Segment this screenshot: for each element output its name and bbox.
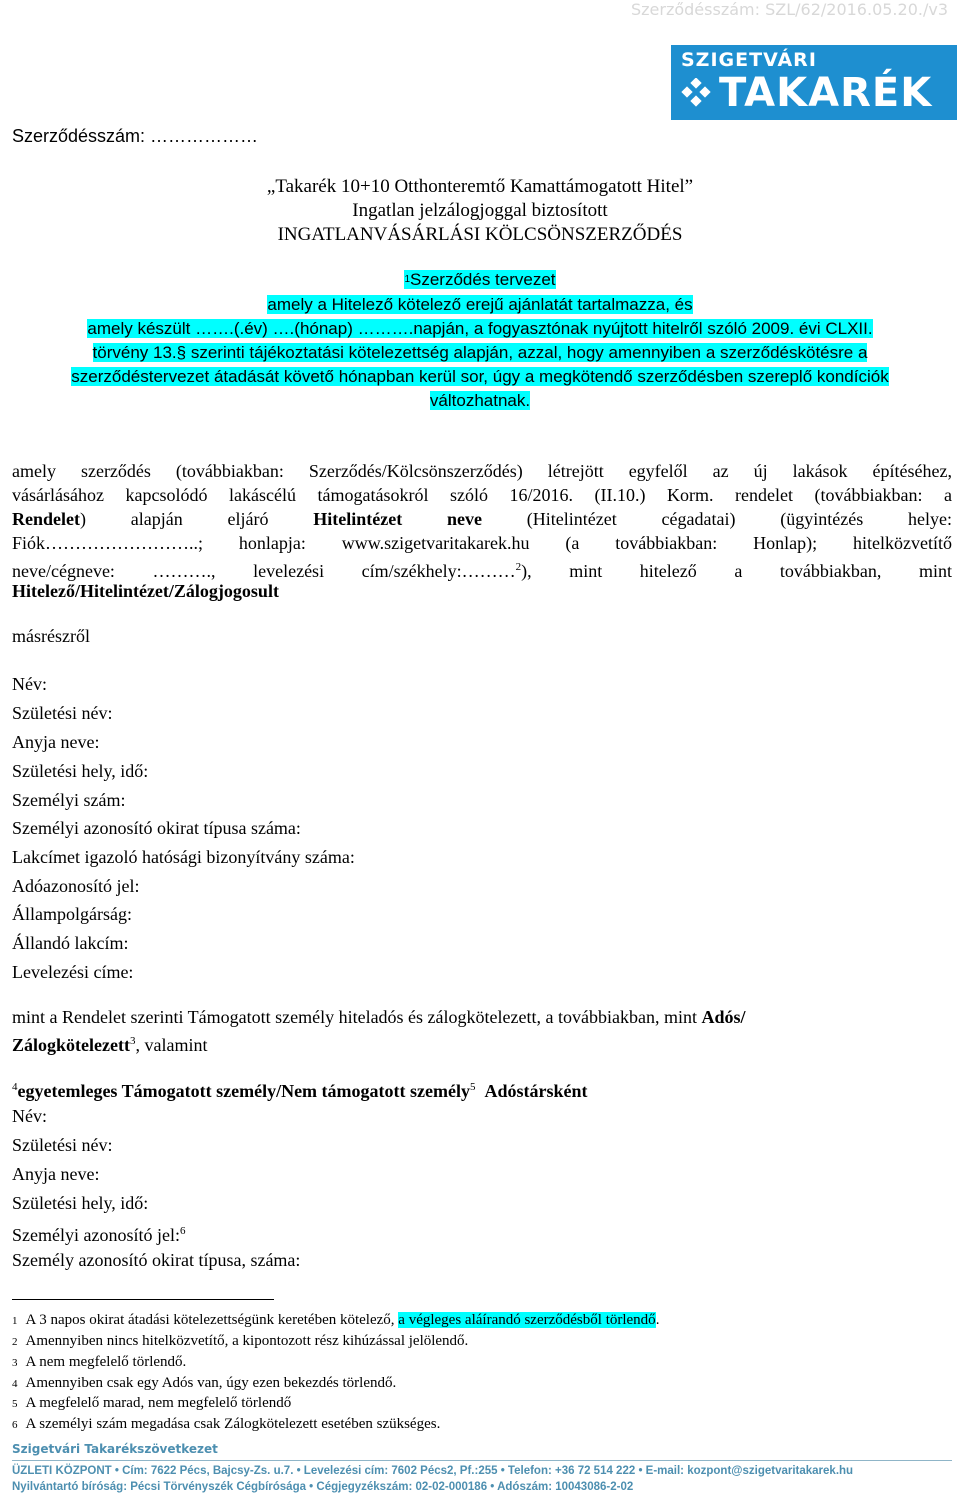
footnote-1: 1 A 3 napos okirat átadási kötelezettségünk keretében kötelező, a végleges aláírandó szerződésből törlendő. (12, 1312, 660, 1328)
logo-main-text: TAKARÉK (719, 70, 933, 116)
draft-notice-line5: szerződéstervezet átadását követő hónapban kerül sor, úgy a megkötendő szerződésben szereplő kondíciók (71, 367, 889, 386)
footnote-5: 5 A megfelelő marad, nem megfelelő törlendő (12, 1395, 292, 1411)
debtor-address-cert-field: Lakcímet igazoló hatósági bizonyítvány száma: (12, 847, 355, 867)
intro-line4: Fiók……………………..; honlapja: www.szigetvaritakarek.hu (a továbbiakban: Honlap); hitelközvetítő (12, 533, 952, 553)
as-debtor-line2: Zálogkötelezett$^3$, valamint (12, 1035, 208, 1055)
logo-top-text: SZIGETVÁRI (681, 49, 817, 71)
codebtor-mother-name-field: Anyja neve: (12, 1164, 100, 1184)
debtor-birth-place-field: Születési hely, idő: (12, 761, 149, 781)
debtor-citizenship-field: Állampolgárság: (12, 904, 132, 924)
debtor-birth-name-field: Születési név: (12, 703, 113, 723)
footer-company-name: Szigetvári Takarékszövetkezet (12, 1442, 218, 1456)
other-party-label: másrészről (12, 626, 90, 646)
debtor-mother-name-field: Anyja neve: (12, 732, 100, 752)
intro-line6: Hitelező/Hitelintézet/Zálogjogosult (12, 581, 279, 601)
codebtor-birth-name-field: Születési név: (12, 1135, 113, 1155)
footnote-ref-1: 1 (404, 274, 411, 285)
footer-registry-line: Nyilvántartó bíróság: Pécsi Törvényszék Cégbírósága • Cégjegyzékszám: 02-02-000186 • Adószám: 10043086-2-02 (12, 1481, 634, 1493)
contract-title-line3: INGATLANVÁSÁRLÁSI KÖLCSÖNSZERZŐDÉS (277, 224, 683, 245)
intro-line2: vásárlásához kapcsolódó lakáscélú támogatásokról szóló 16/2016. (II.10.) Korm. rendelet (továbbiakban: a (12, 485, 952, 505)
footnote-2: 2 Amennyiben nincs hitelközvetítő, a kipontozott rész kihúzással jelölendő. (12, 1333, 469, 1349)
draft-notice-line6: változhatnak. (429, 391, 531, 410)
footnote-6: 6 A személyi szám megadása csak Zálogkötelezett esetében szükséges. (12, 1416, 441, 1432)
footer-divider (12, 1460, 952, 1461)
draft-notice-line2: amely a Hitelező kötelező erejű ajánlatát tartalmazza, és (267, 295, 693, 314)
codebtor-id-doc-field: Személy azonosító okirat típusa, száma: (12, 1250, 301, 1270)
contract-number-label: Szerződésszám: ……………… (12, 126, 259, 146)
intro-line5: neve/cégneve: ………., levelezési cím/székhely:………$^2$), mint hitelező a továbbiakban, mint (12, 561, 952, 581)
logo-diamond-icon (679, 78, 713, 112)
debtor-personal-number-field: Személyi szám: (12, 790, 126, 810)
contract-title-line2: Ingatlan jelzálogjoggal biztosított (352, 200, 608, 221)
footnote-separator (12, 1299, 274, 1300)
intro-line1: amely szerződés (továbbiakban: Szerződés/Kölcsönszerződés) létrejött egyfelől az új lakások építéséhez, (12, 461, 952, 481)
debtor-mailing-address-field: Levelezési címe: (12, 962, 134, 982)
intro-line3: Rendelet) alapján eljáró Hitelintézet neve (Hitelintézet cégadatai) (ügyintézés helye: (12, 509, 952, 529)
debtor-permanent-address-field: Állandó lakcím: (12, 933, 129, 953)
footer-contact-line: ÜZLETI KÖZPONT • Cím: 7622 Pécs, Bajcsy-Zs. u.7. • Levelezési cím: 7602 Pécs2, Pf.:255 • Telefon: +36 72 514 222 • E-mail: kozpont@szigetvaritakarek.hu (12, 1465, 854, 1477)
draft-notice-line3: amely készült …….(.év) ….(hónap) ……….napján, a fogyasztónak nyújtott hitelről szóló 2009. évi CLXII. (87, 319, 873, 338)
codebtor-personal-id-field: Személyi azonosító jel:$^6$ (12, 1225, 186, 1245)
szigetvari-takarek-logo (671, 45, 957, 120)
as-debtor-line1: mint a Rendelet szerinti Támogatott személy hiteladós és zálogkötelezett, a továbbiakban, mint Adós/ (12, 1007, 746, 1027)
debtor-tax-id-field: Adóazonosító jel: (12, 876, 140, 896)
codebtor-heading: $^4$egyetemleges Támogatott személy/Nem támogatott személy$^5$ Adóstársként (12, 1081, 588, 1101)
footnote-4: 4 Amennyiben csak egy Adós van, úgy ezen bekezdés törlendő. (12, 1375, 397, 1391)
debtor-id-doc-field: Személyi azonosító okirat típusa száma: (12, 818, 301, 838)
codebtor-birth-place-field: Születési hely, idő: (12, 1193, 149, 1213)
contract-title-line1: „Takarék 10+10 Otthonteremtő Kamattámogatott Hitel” (266, 176, 694, 197)
codebtor-name-field: Név: (12, 1106, 47, 1126)
draft-notice-line4: törvény 13.§ szerinti tájékoztatási kötelezettség alapján, azzal, hogy amennyiben a szerződéskötésre a (92, 343, 868, 362)
draft-notice-line1: $^1$Szerződés tervezet (404, 270, 556, 289)
debtor-name-field: Név: (12, 674, 47, 694)
contract-version-watermark: Szerződésszám: SZL/62/2016.05.20./v3 (630, 0, 948, 19)
footnote-3: 3 A nem megfelelő törlendő. (12, 1354, 187, 1370)
